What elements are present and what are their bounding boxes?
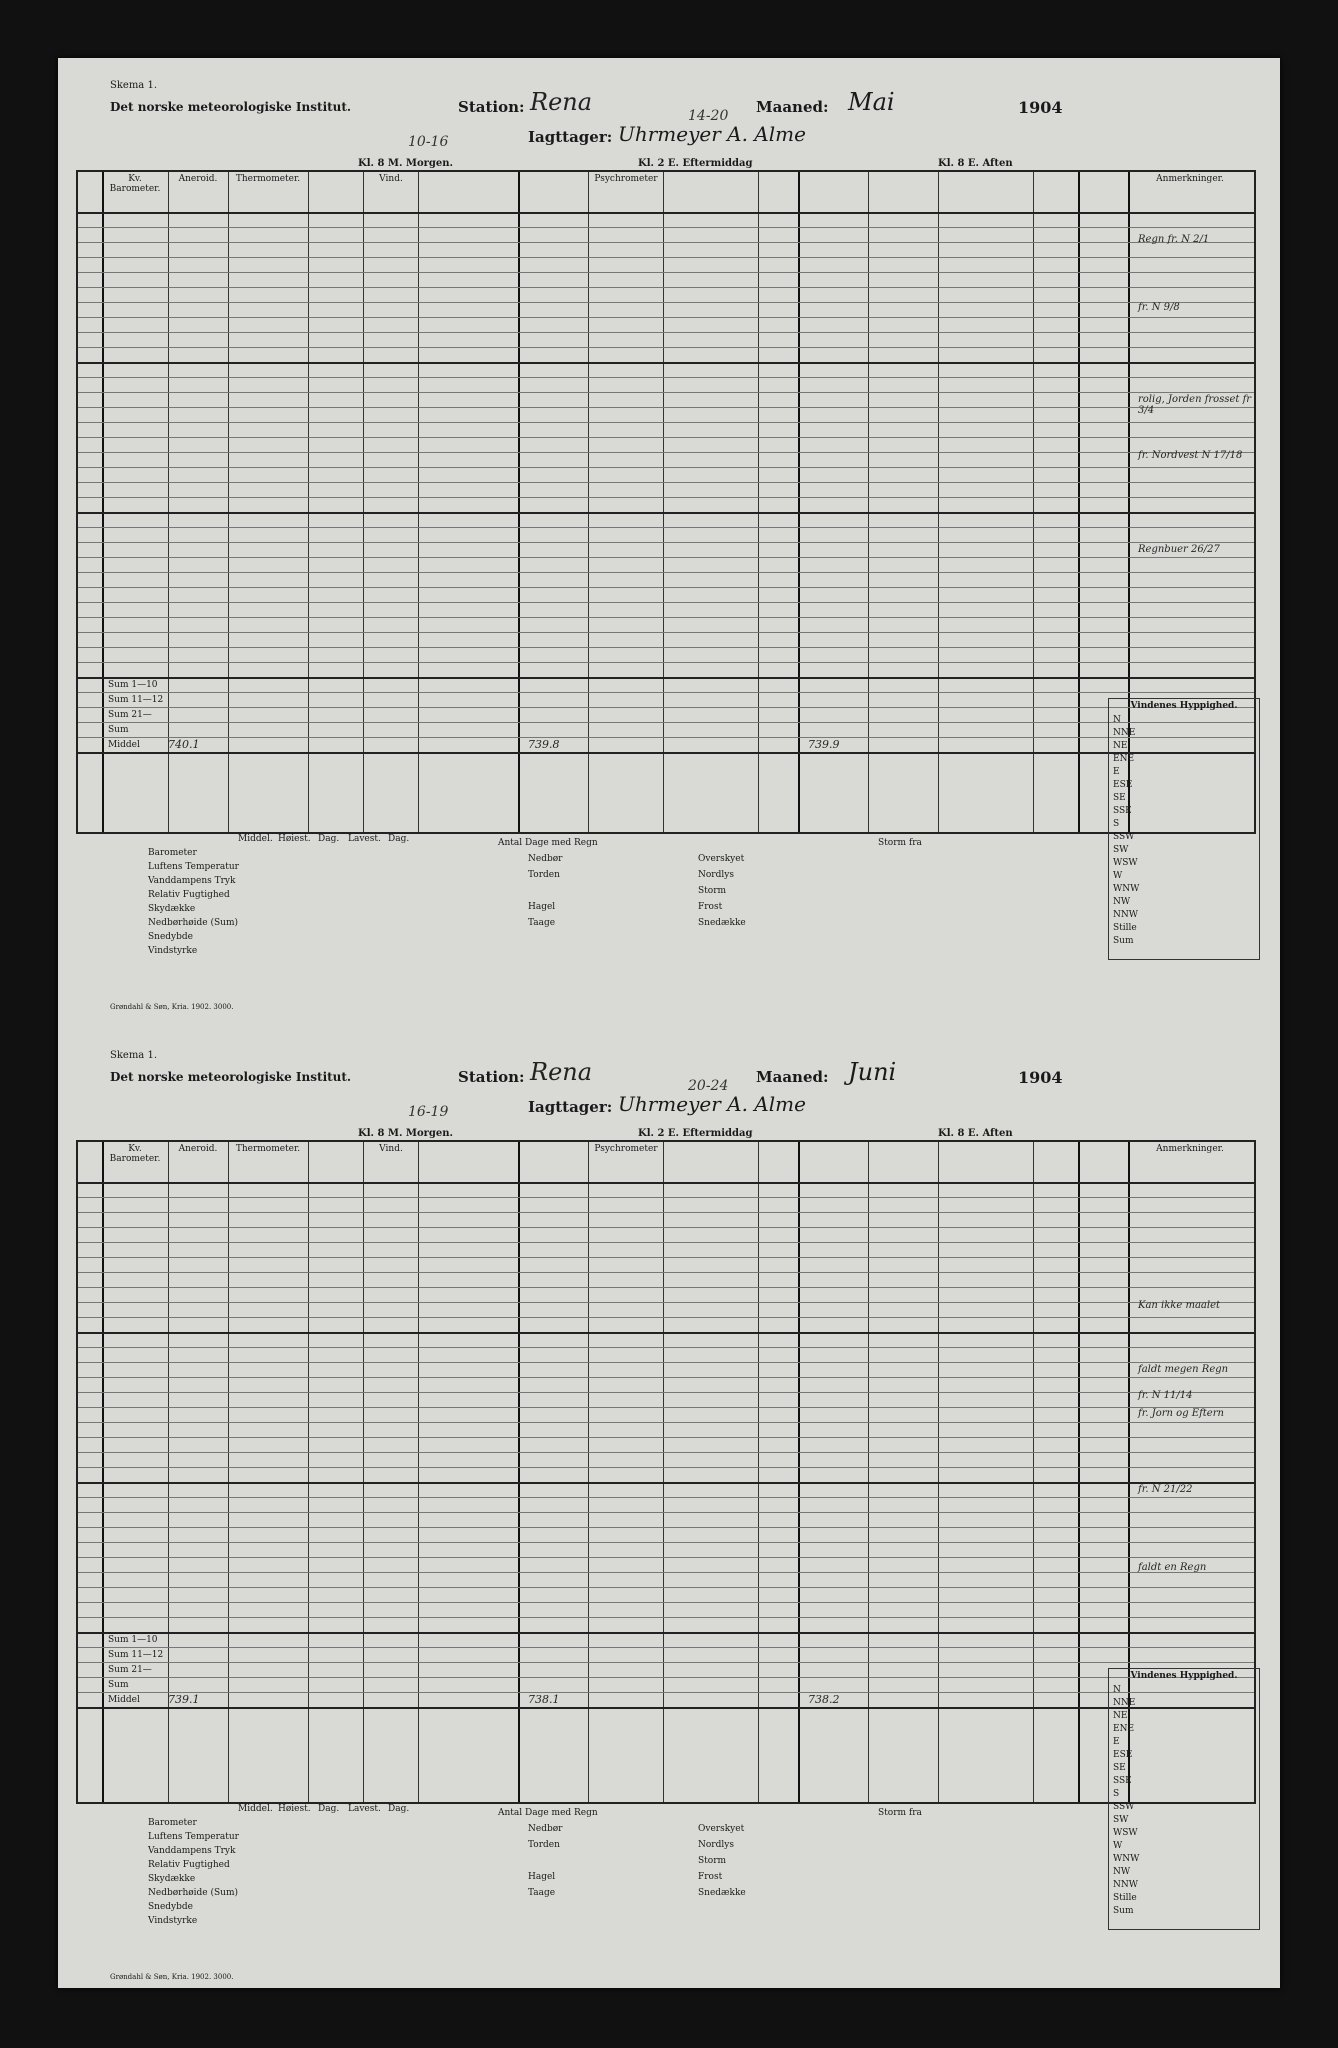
observation-table <box>76 170 1256 834</box>
header-remarks: Anmerkninger. <box>1156 1144 1224 1154</box>
freq-dir: SSE <box>1113 1776 1132 1786</box>
freq-dir: Sum <box>1113 1906 1134 1916</box>
month-value: Mai <box>848 88 895 116</box>
remark-2: fr. N 9/8 <box>1138 302 1180 313</box>
institute-name: Det norske meteorologiske Institut. <box>110 100 352 114</box>
daycount-10: Taage <box>528 918 556 928</box>
freq-dir: WNW <box>1113 1854 1140 1864</box>
daycount-8: Frost <box>698 1872 723 1882</box>
freq-dir: SE <box>1113 793 1126 803</box>
summary-label-5: Skydække <box>148 1874 196 1884</box>
sum-row-1: Sum 1—10 <box>108 1635 158 1645</box>
freq-dir: WNW <box>1113 884 1140 894</box>
wind-frequency-table <box>1108 698 1260 960</box>
header-remarks: Anmerkninger. <box>1156 174 1224 184</box>
hour-note-2: 14-20 <box>688 108 729 124</box>
freq-dir: WSW <box>1113 858 1138 868</box>
summary-label-7: Snedybde <box>148 1902 193 1912</box>
storm-label: Storm fra <box>878 838 922 848</box>
daycount-7: Hagel <box>528 902 556 912</box>
observer-label: Iagttager: <box>528 128 613 146</box>
freq-dir: NW <box>1113 897 1131 907</box>
summary-label-3: Vanddampens Tryk <box>148 876 236 886</box>
freq-dir: ENE <box>1113 1724 1135 1734</box>
sum-row-2: Sum 11—12 <box>108 695 164 705</box>
freq-dir: Sum <box>1113 936 1134 946</box>
section-afternoon: Kl. 2 E. Eftermiddag <box>638 1128 753 1139</box>
remark-1: Kan ikke maalet <box>1138 1300 1221 1311</box>
summary-label-8: Vindstyrke <box>148 946 198 956</box>
institute-name: Det norske meteorologiske Institut. <box>110 1070 352 1084</box>
summary-label-1: Barometer <box>148 1818 197 1828</box>
summary-col-2: Høiest. <box>278 834 311 844</box>
storm-label: Storm fra <box>878 1808 922 1818</box>
summary-col-5: Dag. <box>388 834 410 844</box>
sum-row-1: Sum 1—10 <box>108 680 158 690</box>
freq-dir: W <box>1113 871 1123 881</box>
middel-row: Middel <box>108 1695 140 1705</box>
station-value: Rena <box>530 88 593 116</box>
daycount-7: Hagel <box>528 1872 556 1882</box>
observer-value: Uhrmeyer A. Alme <box>618 122 806 146</box>
middel-afternoon: 739.8 <box>528 738 560 751</box>
month-value: Juni <box>848 1058 897 1086</box>
middel-afternoon: 738.1 <box>528 1693 560 1706</box>
daycount-2: Nedbør <box>528 1824 563 1834</box>
sum-row-4: Sum <box>108 725 129 735</box>
summary-label-5: Skydække <box>148 904 196 914</box>
freq-dir: SSE <box>1113 806 1132 816</box>
freq-dir: S <box>1113 1789 1120 1799</box>
remark-4: fr. Nordvest N 17/18 <box>1138 450 1243 461</box>
freq-dir: NNW <box>1113 1880 1139 1890</box>
summary-label-8: Vindstyrke <box>148 1916 198 1926</box>
freq-dir: SW <box>1113 845 1129 855</box>
sum-row-3: Sum 21— <box>108 710 152 720</box>
summary-label-3: Vanddampens Tryk <box>148 1846 236 1856</box>
header-aneroid: Aneroid. <box>178 174 218 184</box>
section-morning: Kl. 8 M. Morgen. <box>358 158 454 169</box>
remark-2: faldt megen Regn <box>1138 1364 1229 1375</box>
header-thermometer: Thermometer. <box>235 174 301 184</box>
section-evening: Kl. 8 E. Aften <box>938 158 1013 169</box>
year-value: 1904 <box>1018 98 1063 117</box>
header-barometer: Kv. Barometer. <box>109 1144 161 1164</box>
freq-dir: SSW <box>1113 832 1135 842</box>
header-barometer: Kv. Barometer. <box>109 174 161 194</box>
freq-dir: E <box>1113 1737 1120 1747</box>
freq-dir: ESE <box>1113 1750 1133 1760</box>
freq-dir: NE <box>1113 741 1128 751</box>
freq-dir: N <box>1113 715 1121 725</box>
header-wind: Vind. <box>379 174 403 184</box>
daycount-3: Torden <box>528 1840 560 1850</box>
summary-label-4: Relativ Fugtighed <box>148 890 230 900</box>
daycount-6: Storm <box>698 886 727 896</box>
summary-label-2: Luftens Temperatur <box>148 862 239 872</box>
daycount-9: Snedække <box>698 918 746 928</box>
printer-note: Grøndahl & Søn, Kria. 1902. 3000. <box>110 1973 234 1981</box>
freq-dir: E <box>1113 767 1120 777</box>
daycount-3: Torden <box>528 870 560 880</box>
sheet-june <box>58 1028 1280 1988</box>
sum-row-2: Sum 11—12 <box>108 1650 164 1660</box>
middel-evening: 739.9 <box>808 738 840 751</box>
middel-morning: 739.1 <box>168 1693 200 1706</box>
daycount-6: Storm <box>698 1856 727 1866</box>
printer-note: Grøndahl & Søn, Kria. 1902. 3000. <box>110 1003 234 1011</box>
daycount-5: Nordlys <box>698 1840 734 1850</box>
middel-row: Middel <box>108 740 140 750</box>
freq-title: Vindenes Hyppighed. <box>1130 701 1238 711</box>
freq-dir: SE <box>1113 1763 1126 1773</box>
sum-row-3: Sum 21— <box>108 1665 152 1675</box>
schema-label: Skema 1. <box>110 80 157 91</box>
observer-label: Iagttager: <box>528 1098 613 1116</box>
remark-6: faldt en Regn <box>1138 1562 1207 1573</box>
daycount-2: Nedbør <box>528 854 563 864</box>
sum-row-4: Sum <box>108 1680 129 1690</box>
summary-label-6: Nedbørhøide (Sum) <box>148 918 239 928</box>
observer-value: Uhrmeyer A. Alme <box>618 1092 806 1116</box>
daycount-1: Antal Dage med Regn <box>498 838 598 848</box>
section-morning: Kl. 8 M. Morgen. <box>358 1128 454 1139</box>
daycount-8: Frost <box>698 902 723 912</box>
summary-col-4: Lavest. <box>348 1804 381 1814</box>
summary-label-2: Luftens Temperatur <box>148 1832 239 1842</box>
freq-dir: WSW <box>1113 1828 1138 1838</box>
station-label: Station: <box>458 98 525 116</box>
freq-dir: NNW <box>1113 910 1139 920</box>
summary-col-3: Dag. <box>318 1804 340 1814</box>
station-label: Station: <box>458 1068 525 1086</box>
remark-4: fr. Jorn og Eftern <box>1138 1408 1224 1419</box>
freq-dir: SW <box>1113 1815 1129 1825</box>
daycount-5: Nordlys <box>698 870 734 880</box>
station-value: Rena <box>530 1058 593 1086</box>
remark-5: fr. N 21/22 <box>1138 1484 1193 1495</box>
summary-label-4: Relativ Fugtighed <box>148 1860 230 1870</box>
middel-evening: 738.2 <box>808 1693 840 1706</box>
freq-title: Vindenes Hyppighed. <box>1130 1671 1238 1681</box>
freq-dir: ENE <box>1113 754 1135 764</box>
freq-dir: NNE <box>1113 728 1136 738</box>
schema-label: Skema 1. <box>110 1050 157 1061</box>
sheet-may <box>58 58 1280 1018</box>
hour-note-2: 20-24 <box>688 1078 729 1094</box>
remark-5: Regnbuer 26/27 <box>1138 544 1220 555</box>
observation-table <box>76 1140 1256 1804</box>
summary-label-7: Snedybde <box>148 932 193 942</box>
freq-dir: NE <box>1113 1711 1128 1721</box>
header-psychrometer: Psychrometer <box>594 174 658 184</box>
summary-col-1: Middel. <box>238 1804 273 1814</box>
year-value: 1904 <box>1018 1068 1063 1087</box>
summary-col-2: Høiest. <box>278 1804 311 1814</box>
hour-note-1: 10-16 <box>408 134 449 150</box>
freq-dir: Stille <box>1113 923 1137 933</box>
daycount-10: Taage <box>528 1888 556 1898</box>
daycount-1: Antal Dage med Regn <box>498 1808 598 1818</box>
summary-col-3: Dag. <box>318 834 340 844</box>
remark-1: Regn fr. N 2/1 <box>1138 234 1210 245</box>
remark-3: rolig, Jorden frosset fr 3/4 <box>1138 394 1252 416</box>
header-thermometer: Thermometer. <box>235 1144 301 1154</box>
daycount-4: Overskyet <box>698 854 745 864</box>
header-wind: Vind. <box>379 1144 403 1154</box>
freq-dir: SSW <box>1113 1802 1135 1812</box>
header-aneroid: Aneroid. <box>178 1144 218 1154</box>
freq-dir: NNE <box>1113 1698 1136 1708</box>
summary-col-1: Middel. <box>238 834 273 844</box>
summary-col-4: Lavest. <box>348 834 381 844</box>
freq-dir: Stille <box>1113 1893 1137 1903</box>
section-afternoon: Kl. 2 E. Eftermiddag <box>638 158 753 169</box>
section-evening: Kl. 8 E. Aften <box>938 1128 1013 1139</box>
remark-3: fr. N 11/14 <box>1138 1390 1193 1401</box>
daycount-4: Overskyet <box>698 1824 745 1834</box>
freq-dir: N <box>1113 1685 1121 1695</box>
paper <box>58 58 1280 1988</box>
header-psychrometer: Psychrometer <box>594 1144 658 1154</box>
summary-label-6: Nedbørhøide (Sum) <box>148 1888 239 1898</box>
freq-dir: ESE <box>1113 780 1133 790</box>
month-label: Maaned: <box>756 1068 829 1086</box>
summary-col-5: Dag. <box>388 1804 410 1814</box>
freq-dir: NW <box>1113 1867 1131 1877</box>
freq-dir: S <box>1113 819 1120 829</box>
summary-label-1: Barometer <box>148 848 197 858</box>
freq-dir: W <box>1113 1841 1123 1851</box>
wind-frequency-table <box>1108 1668 1260 1930</box>
middel-morning: 740.1 <box>168 738 200 751</box>
month-label: Maaned: <box>756 98 829 116</box>
daycount-9: Snedække <box>698 1888 746 1898</box>
hour-note-1: 16-19 <box>408 1104 449 1120</box>
